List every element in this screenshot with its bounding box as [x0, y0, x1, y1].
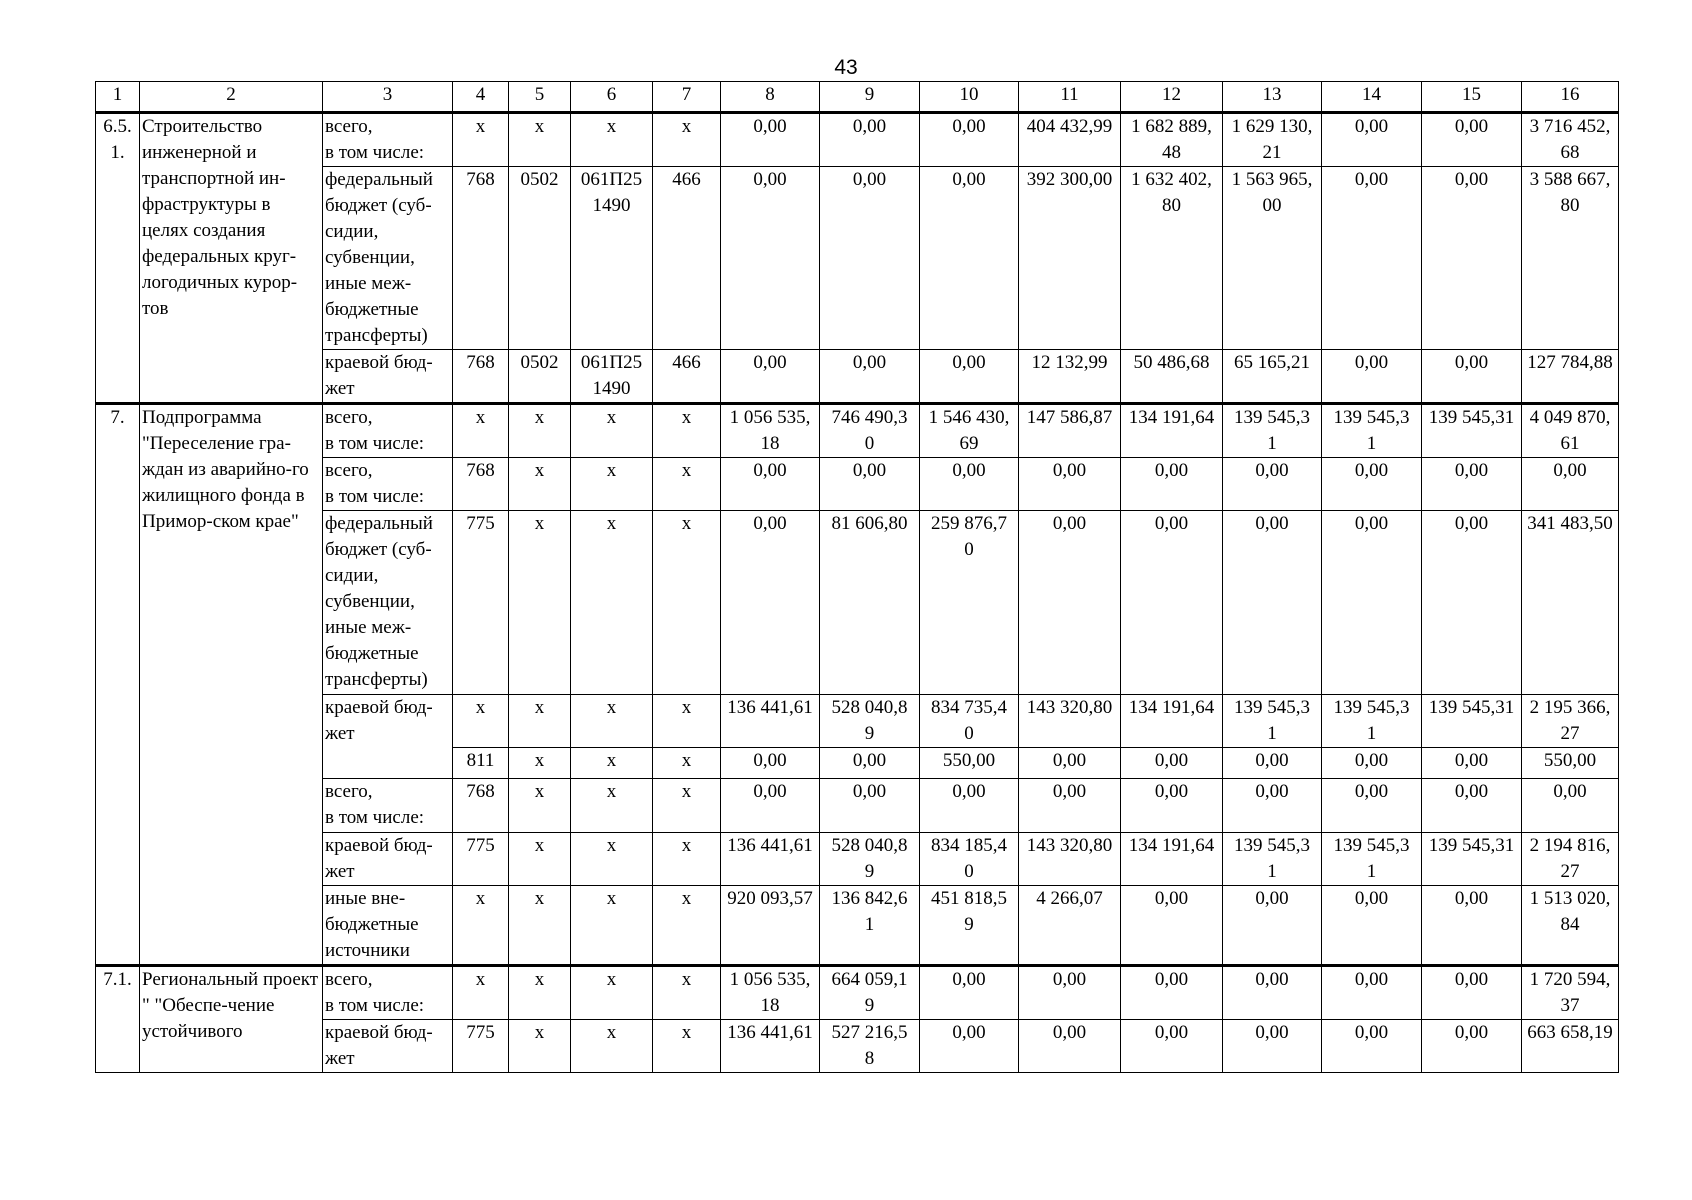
cell-6: x [571, 113, 653, 167]
cell-15: 139 545,31 [1422, 833, 1522, 886]
column-header: 3 [323, 82, 453, 113]
cell-16: 341 483,50 [1522, 511, 1619, 695]
cell-8: 0,00 [721, 167, 820, 350]
cell-4: 775 [453, 833, 509, 886]
cell-8: 0,00 [721, 350, 820, 404]
cell-11: 143 320,80 [1019, 695, 1121, 748]
cell-11: 0,00 [1019, 779, 1121, 833]
cell-5: x [509, 886, 571, 966]
cell-7: x [653, 695, 721, 748]
cell-7: x [653, 748, 721, 779]
column-header: 2 [140, 82, 323, 113]
funding-source: краевой бюд-жет [323, 695, 453, 779]
cell-12: 50 486,68 [1121, 350, 1223, 404]
row-number: 7. [96, 404, 140, 966]
cell-10: 451 818,5 9 [920, 886, 1019, 966]
cell-5: x [509, 1020, 571, 1073]
cell-4: 811 [453, 748, 509, 779]
cell-8: 136 441,61 [721, 695, 820, 748]
cell-16: 1 513 020, 84 [1522, 886, 1619, 966]
cell-5: x [509, 458, 571, 511]
cell-12: 1 682 889, 48 [1121, 113, 1223, 167]
cell-6: x [571, 886, 653, 966]
cell-16: 1 720 594, 37 [1522, 966, 1619, 1020]
cell-4: 768 [453, 350, 509, 404]
table-row [96, 167, 1619, 350]
cell-15: 0,00 [1422, 886, 1522, 966]
cell-6: 061П25 1490 [571, 167, 653, 350]
cell-8: 1 056 535, 18 [721, 404, 820, 458]
cell-4: x [453, 966, 509, 1020]
cell-8: 1 056 535, 18 [721, 966, 820, 1020]
cell-8: 0,00 [721, 113, 820, 167]
cell-10: 0,00 [920, 167, 1019, 350]
column-header: 11 [1019, 82, 1121, 113]
cell-5: x [509, 833, 571, 886]
cell-13: 1 629 130, 21 [1223, 113, 1322, 167]
cell-14: 0,00 [1322, 113, 1422, 167]
cell-9: 664 059,1 9 [820, 966, 920, 1020]
cell-6: x [571, 966, 653, 1020]
table-row [96, 966, 1619, 1020]
cell-9: 0,00 [820, 458, 920, 511]
table-row [96, 886, 1619, 966]
cell-12: 0,00 [1121, 779, 1223, 833]
cell-11: 0,00 [1019, 1020, 1121, 1073]
table-row [96, 350, 1619, 404]
cell-14: 139 545,3 1 [1322, 404, 1422, 458]
item-name: Региональный проект " "Обеспе-чение устойчивого [140, 966, 323, 1073]
cell-7: x [653, 511, 721, 695]
table-row [96, 1020, 1619, 1073]
cell-16: 663 658,19 [1522, 1020, 1619, 1073]
cell-13: 0,00 [1223, 511, 1322, 695]
page-number: 43 [834, 56, 858, 79]
cell-9: 0,00 [820, 748, 920, 779]
cell-6: x [571, 458, 653, 511]
cell-11: 0,00 [1019, 458, 1121, 511]
row-number: 7.1. [96, 966, 140, 1073]
cell-15: 0,00 [1422, 1020, 1522, 1073]
cell-13: 0,00 [1223, 1020, 1322, 1073]
table-row [96, 779, 1619, 833]
cell-14: 0,00 [1322, 1020, 1422, 1073]
column-header: 1 [96, 82, 140, 113]
cell-12: 0,00 [1121, 1020, 1223, 1073]
cell-16: 2 195 366, 27 [1522, 695, 1619, 748]
cell-14: 0,00 [1322, 511, 1422, 695]
funding-source: краевой бюд-жет [323, 1020, 453, 1073]
cell-14: 0,00 [1322, 748, 1422, 779]
cell-13: 0,00 [1223, 886, 1322, 966]
cell-13: 1 563 965, 00 [1223, 167, 1322, 350]
cell-5: x [509, 966, 571, 1020]
cell-13: 139 545,3 1 [1223, 695, 1322, 748]
funding-source: федеральный бюджет (суб-сидии, субвенции, иные меж-бюджетные трансферты) [323, 167, 453, 350]
cell-16: 550,00 [1522, 748, 1619, 779]
funding-source: краевой бюд-жет [323, 350, 453, 404]
cell-10: 259 876,7 0 [920, 511, 1019, 695]
table-row [96, 113, 1619, 167]
cell-13: 139 545,3 1 [1223, 833, 1322, 886]
cell-8: 0,00 [721, 458, 820, 511]
cell-4: x [453, 695, 509, 748]
cell-12: 1 632 402, 80 [1121, 167, 1223, 350]
cell-16: 0,00 [1522, 779, 1619, 833]
cell-10: 0,00 [920, 1020, 1019, 1073]
cell-9: 0,00 [820, 167, 920, 350]
funding-source: всего, в том числе: [323, 779, 453, 833]
cell-6: x [571, 695, 653, 748]
cell-10: 0,00 [920, 458, 1019, 511]
cell-5: x [509, 113, 571, 167]
cell-7: x [653, 966, 721, 1020]
cell-7: x [653, 1020, 721, 1073]
column-header: 4 [453, 82, 509, 113]
cell-13: 0,00 [1223, 458, 1322, 511]
cell-15: 0,00 [1422, 511, 1522, 695]
funding-source: всего, в том числе: [323, 458, 453, 511]
column-header: 12 [1121, 82, 1223, 113]
cell-15: 0,00 [1422, 966, 1522, 1020]
funding-source: всего, в том числе: [323, 966, 453, 1020]
cell-4: 768 [453, 458, 509, 511]
cell-12: 134 191,64 [1121, 833, 1223, 886]
funding-source: краевой бюд-жет [323, 833, 453, 886]
cell-12: 0,00 [1121, 458, 1223, 511]
cell-8: 0,00 [721, 779, 820, 833]
cell-4: 775 [453, 1020, 509, 1073]
cell-7: x [653, 886, 721, 966]
cell-8: 0,00 [721, 748, 820, 779]
funding-source: всего, в том числе: [323, 113, 453, 167]
cell-6: x [571, 833, 653, 886]
column-header: 9 [820, 82, 920, 113]
cell-11: 12 132,99 [1019, 350, 1121, 404]
budget-table [95, 81, 1619, 1073]
cell-5: x [509, 748, 571, 779]
cell-8: 136 441,61 [721, 1020, 820, 1073]
cell-9: 81 606,80 [820, 511, 920, 695]
cell-13: 0,00 [1223, 966, 1322, 1020]
cell-7: 466 [653, 167, 721, 350]
cell-9: 0,00 [820, 113, 920, 167]
column-header: 6 [571, 82, 653, 113]
column-header: 16 [1522, 82, 1619, 113]
cell-9: 0,00 [820, 350, 920, 404]
table-row [96, 695, 1619, 748]
cell-8: 136 441,61 [721, 833, 820, 886]
cell-14: 0,00 [1322, 966, 1422, 1020]
cell-14: 0,00 [1322, 458, 1422, 511]
cell-10: 834 735,4 0 [920, 695, 1019, 748]
cell-4: 775 [453, 511, 509, 695]
cell-11: 0,00 [1019, 511, 1121, 695]
cell-4: x [453, 886, 509, 966]
cell-10: 550,00 [920, 748, 1019, 779]
cell-15: 0,00 [1422, 779, 1522, 833]
cell-11: 404 432,99 [1019, 113, 1121, 167]
cell-15: 139 545,31 [1422, 695, 1522, 748]
column-header: 8 [721, 82, 820, 113]
cell-9: 528 040,8 9 [820, 833, 920, 886]
cell-16: 0,00 [1522, 458, 1619, 511]
table-row [96, 458, 1619, 511]
cell-6: x [571, 748, 653, 779]
cell-12: 0,00 [1121, 748, 1223, 779]
cell-11: 0,00 [1019, 748, 1121, 779]
cell-13: 65 165,21 [1223, 350, 1322, 404]
cell-16: 4 049 870, 61 [1522, 404, 1619, 458]
cell-5: 0502 [509, 167, 571, 350]
cell-11: 147 586,87 [1019, 404, 1121, 458]
cell-13: 0,00 [1223, 748, 1322, 779]
cell-11: 0,00 [1019, 966, 1121, 1020]
cell-11: 392 300,00 [1019, 167, 1121, 350]
cell-6: x [571, 779, 653, 833]
cell-15: 0,00 [1422, 167, 1522, 350]
cell-8: 920 093,57 [721, 886, 820, 966]
funding-source: иные вне-бюджетные источники [323, 886, 453, 966]
cell-4: x [453, 113, 509, 167]
item-name: Подпрограмма "Переселение гра-ждан из аварийно-го жилищного фонда в Примор-ском крае" [140, 404, 323, 966]
row-number: 6.5. 1. [96, 113, 140, 404]
cell-15: 0,00 [1422, 748, 1522, 779]
cell-12: 0,00 [1121, 886, 1223, 966]
cell-14: 0,00 [1322, 779, 1422, 833]
cell-16: 127 784,88 [1522, 350, 1619, 404]
cell-15: 139 545,31 [1422, 404, 1522, 458]
cell-13: 139 545,3 1 [1223, 404, 1322, 458]
cell-12: 134 191,64 [1121, 404, 1223, 458]
funding-source: всего, в том числе: [323, 404, 453, 458]
cell-10: 0,00 [920, 779, 1019, 833]
column-header: 15 [1422, 82, 1522, 113]
cell-9: 528 040,8 9 [820, 695, 920, 748]
cell-10: 0,00 [920, 113, 1019, 167]
cell-12: 0,00 [1121, 511, 1223, 695]
cell-15: 0,00 [1422, 458, 1522, 511]
cell-5: x [509, 404, 571, 458]
column-header: 5 [509, 82, 571, 113]
cell-10: 0,00 [920, 966, 1019, 1020]
cell-5: x [509, 511, 571, 695]
cell-14: 139 545,3 1 [1322, 833, 1422, 886]
table-row [96, 404, 1619, 458]
cell-10: 834 185,4 0 [920, 833, 1019, 886]
funding-source: федеральный бюджет (суб-сидии, субвенции, иные меж-бюджетные трансферты) [323, 511, 453, 695]
cell-5: 0502 [509, 350, 571, 404]
cell-7: x [653, 404, 721, 458]
cell-15: 0,00 [1422, 350, 1522, 404]
cell-9: 0,00 [820, 779, 920, 833]
column-header: 7 [653, 82, 721, 113]
cell-4: 768 [453, 167, 509, 350]
cell-14: 139 545,3 1 [1322, 695, 1422, 748]
cell-11: 143 320,80 [1019, 833, 1121, 886]
cell-7: 466 [653, 350, 721, 404]
cell-16: 3 588 667, 80 [1522, 167, 1619, 350]
cell-5: x [509, 695, 571, 748]
cell-4: x [453, 404, 509, 458]
cell-10: 1 546 430, 69 [920, 404, 1019, 458]
table-row [96, 833, 1619, 886]
cell-12: 134 191,64 [1121, 695, 1223, 748]
cell-14: 0,00 [1322, 350, 1422, 404]
column-header: 10 [920, 82, 1019, 113]
cell-16: 2 194 816, 27 [1522, 833, 1619, 886]
header-row [96, 82, 1619, 113]
cell-7: x [653, 833, 721, 886]
cell-6: x [571, 404, 653, 458]
column-header: 14 [1322, 82, 1422, 113]
cell-14: 0,00 [1322, 167, 1422, 350]
cell-7: x [653, 779, 721, 833]
cell-9: 746 490,3 0 [820, 404, 920, 458]
cell-4: 768 [453, 779, 509, 833]
cell-11: 4 266,07 [1019, 886, 1121, 966]
cell-6: x [571, 511, 653, 695]
cell-10: 0,00 [920, 350, 1019, 404]
table-row [96, 511, 1619, 695]
cell-13: 0,00 [1223, 779, 1322, 833]
cell-5: x [509, 779, 571, 833]
cell-16: 3 716 452, 68 [1522, 113, 1619, 167]
item-name: Строительство инженерной и транспортной ин-фраструктуры в целях создания федеральных круг-логодичных курор-тов [140, 113, 323, 404]
cell-15: 0,00 [1422, 113, 1522, 167]
cell-14: 0,00 [1322, 886, 1422, 966]
cell-9: 136 842,6 1 [820, 886, 920, 966]
cell-6: x [571, 1020, 653, 1073]
cell-12: 0,00 [1121, 966, 1223, 1020]
cell-7: x [653, 113, 721, 167]
column-header: 13 [1223, 82, 1322, 113]
cell-8: 0,00 [721, 511, 820, 695]
cell-7: x [653, 458, 721, 511]
cell-9: 527 216,5 8 [820, 1020, 920, 1073]
cell-6: 061П25 1490 [571, 350, 653, 404]
